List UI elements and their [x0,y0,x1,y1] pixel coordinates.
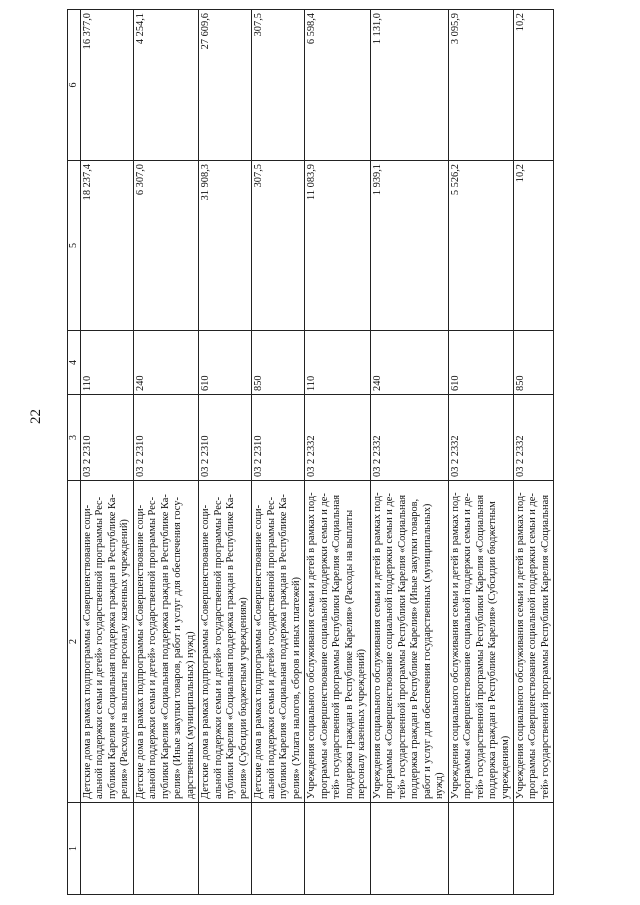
table-row [513,10,553,895]
table-row [133,10,198,895]
row-expense-type: 850 [252,331,305,395]
row-number-cell [81,803,134,895]
row-name: Детские дома в рамках подпрограммы «Совершенствование соци-альной поддержки семьи и детей» государственной программы Рес-публики Карелия «Социальная поддержка граждан в Республике Ка-релия» (Иные закупки товаров, работ и услуг для обеспечения госу-дарственных (муниципальных) нужд) [133,481,198,803]
page-number: 22 [28,409,44,424]
row-value-5: 5 526,2 [448,161,513,331]
row-value-5: 18 237,4 [81,161,134,331]
row-expense-type: 240 [370,331,448,395]
row-value-5: 10,2 [513,161,553,331]
row-value-6: 307,5 [252,10,305,161]
row-expense-type: 850 [513,331,553,395]
table-row [81,10,134,895]
table-row [448,10,513,895]
row-value-6: 16 377,0 [81,10,134,161]
table-row [370,10,448,895]
row-number-cell [252,803,305,895]
header-row [68,10,81,895]
col-header-3: 3 [68,395,81,481]
row-value-5: 6 307,0 [133,161,198,331]
row-expense-type: 240 [133,331,198,395]
row-code: 03 2 2332 [370,395,448,481]
col-header-2: 2 [68,481,81,803]
row-expense-type: 610 [199,331,252,395]
col-header-4: 4 [68,331,81,395]
row-code: 03 2 2332 [305,395,370,481]
row-value-6: 6 598,4 [305,10,370,161]
row-value-6: 4 254,1 [133,10,198,161]
row-name: Детские дома в рамках подпрограммы «Совершенствование соци-альной поддержки семьи и детей» государственной программы Рес-публики Карелия «Социальная поддержка граждан в Республике Ка-релия» (Субсидии бюджетным учреждениям) [199,481,252,803]
row-name: Учреждения социального обслуживания семьи и детей в рамках под-программы «Совершенствование социальной поддержки семьи и де-тей» государственной программы Республики Карелия «Социальная поддержка граждан в Республике Карелия» (Иные закупки товаров, работ и услуг для обеспечения государственных (муниципальных) нужд) [370,481,448,803]
budget-table [67,9,554,895]
row-code: 03 2 2332 [513,395,553,481]
row-name: Детские дома в рамках подпрограммы «Совершенствование соци-альной поддержки семьи и детей» государственной программы Рес-публики Карелия «Социальная поддержка граждан в Республике Ка-релия» (Расходы на выплаты персоналу казенных учреждений) [81,481,134,803]
table-row [305,10,370,895]
row-number-cell [370,803,448,895]
table-row [199,10,252,895]
row-name: Учреждения социального обслуживания семьи и детей в рамках под-программы «Совершенствование социальной поддержки семьи и де-тей» государственной программы Республики Карелия «Социальная [513,481,553,803]
rotated-table-page [67,10,607,895]
row-value-6: 10,2 [513,10,553,161]
table-row [252,10,305,895]
row-number-cell [448,803,513,895]
row-number-cell [513,803,553,895]
row-name: Детские дома в рамках подпрограммы «Совершенствование соци-альной поддержки семьи и детей» государственной программы Рес-публики Карелия «Социальная поддержка граждан в Республике Ка-релия» (Уплата налогов, сборов и иных платежей) [252,481,305,803]
row-code: 03 2 2310 [199,395,252,481]
row-value-5: 31 908,3 [199,161,252,331]
row-value-5: 11 083,9 [305,161,370,331]
row-code: 03 2 2310 [252,395,305,481]
row-value-5: 1 939,1 [370,161,448,331]
row-code: 03 2 2332 [448,395,513,481]
row-name: Учреждения социального обслуживания семьи и детей в рамках под-программы «Совершенствование социальной поддержки семьи и де-тей» государственной программы Республики Карелия «Социальная поддержка граждан в Республике Карелия» (Субсидии бюджетным учреждениям) [448,481,513,803]
row-code: 03 2 2310 [133,395,198,481]
row-number-cell [133,803,198,895]
col-header-6: 6 [68,10,81,161]
row-number-cell [305,803,370,895]
row-value-6: 3 095,9 [448,10,513,161]
row-value-6: 27 609,6 [199,10,252,161]
row-value-5: 307,5 [252,161,305,331]
row-number-cell [199,803,252,895]
row-expense-type: 110 [81,331,134,395]
row-name: Учреждения социального обслуживания семьи и детей в рамках под-программы «Совершенствование социальной поддержки семьи и де-тей» государственной программы Республики Карелия «Социальная поддержка граждан в Республике Карелия» (Расходы на выплаты персоналу казенных учреждений) [305,481,370,803]
row-code: 03 2 2310 [81,395,134,481]
col-header-1: 1 [68,803,81,895]
row-expense-type: 110 [305,331,370,395]
row-expense-type: 610 [448,331,513,395]
col-header-5: 5 [68,161,81,331]
row-value-6: 1 131,0 [370,10,448,161]
